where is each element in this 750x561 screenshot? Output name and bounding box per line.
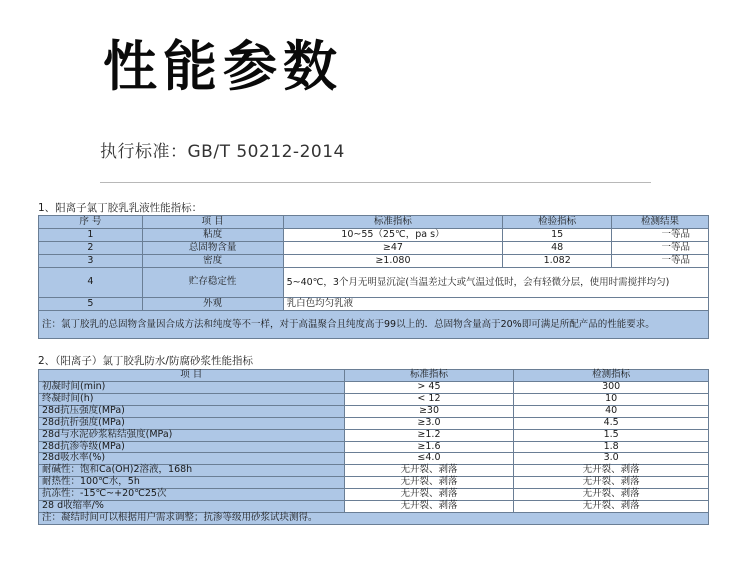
row-result: 一等品 [612,229,709,242]
row-result: 一等品 [612,255,709,268]
table-row [39,393,709,405]
column-header: 序 号 [39,216,143,229]
row-standard: ≥1.080 [283,255,503,268]
row-measured: 4.5 [514,417,709,429]
table-row [39,489,709,501]
table-row [39,255,709,268]
row-standard: 10~55（25℃，pa s） [283,229,503,242]
table-header-row [39,216,709,229]
row-measured: 40 [514,405,709,417]
row-item: 28 d收缩率/% [39,501,345,513]
row-measured: 15 [503,229,612,242]
table-row [39,381,709,393]
row-item: 密度 [142,255,283,268]
row-standard: 乳白色均匀乳液 [283,298,708,311]
row-item: 28d与水泥砂浆粘结强度(MPa) [39,429,345,441]
row-standard: 无开裂、剥落 [344,489,514,501]
row-measured: 1.8 [514,441,709,453]
row-item: 28d抗折强度(MPa) [39,417,345,429]
column-header: 检测指标 [514,370,709,382]
table-header-row [39,370,709,382]
table-note: 注：凝结时间可以根据用户需求调整；抗渗等级用砂浆试块测得。 [39,513,709,525]
table-row [39,268,709,298]
row-item: 初凝时间(min) [39,381,345,393]
row-standard: 无开裂、剥落 [344,501,514,513]
row-standard: 无开裂、剥落 [344,477,514,489]
page-title: 性能参数 [103,35,343,98]
row-measured: 无开裂、剥落 [514,501,709,513]
row-standard: 无开裂、剥落 [344,465,514,477]
table-row [39,501,709,513]
table-row [39,417,709,429]
row-measured: 无开裂、剥落 [514,489,709,501]
row-measured: 300 [514,381,709,393]
column-header: 标准指标 [283,216,503,229]
row-item: 贮存稳定性 [142,268,283,298]
latex-properties-table [38,215,709,339]
row-standard: > 45 [344,381,514,393]
row-standard: ≥30 [344,405,514,417]
row-standard: 5~40℃，3个月无明显沉淀(当温差过大或气温过低时，会有轻微分层，使用时需搅拌均匀) [283,268,708,298]
table-note: 注：氯丁胶乳的总固物含量因合成方法和纯度等不一样，对于高温聚合且纯度高于99以上的．总固物含量高于20%即可满足所配产品的性能要求。 [39,311,709,339]
table-note-row [39,311,709,339]
row-measured: 10 [514,393,709,405]
section2-title: 2、（阳离子）氯丁胶乳防水/防腐砂浆性能指标 [38,355,253,367]
row-number: 2 [39,242,143,255]
table-row [39,465,709,477]
table-row [39,242,709,255]
row-number: 5 [39,298,143,311]
row-standard: ≥3.0 [344,417,514,429]
row-number: 3 [39,255,143,268]
row-item: 耐碱性：饱和Ca(OH)2溶液，168h [39,465,345,477]
row-number: 1 [39,229,143,242]
column-header: 标准指标 [344,370,514,382]
mortar-properties-table [38,369,709,525]
row-item: 28d抗渗等级(MPa) [39,441,345,453]
row-standard: ≥1.2 [344,429,514,441]
row-item: 耐热性：100℃水，5h [39,477,345,489]
row-item: 抗冻性：-15℃~+20℃25次 [39,489,345,501]
row-measured: 48 [503,242,612,255]
row-standard: ≥1.6 [344,441,514,453]
row-measured: 无开裂、剥落 [514,477,709,489]
table-row [39,477,709,489]
table-row [39,298,709,311]
row-number: 4 [39,268,143,298]
row-measured: 3.0 [514,453,709,465]
column-header: 项 目 [39,370,345,382]
row-standard: ≥47 [283,242,503,255]
table-row [39,441,709,453]
row-item: 总固物含量 [142,242,283,255]
row-item: 粘度 [142,229,283,242]
table-row [39,429,709,441]
standard-label: 执行标准：GB/T 50212-2014 [100,142,345,162]
row-item: 终凝时间(h) [39,393,345,405]
table-note-row [39,513,709,525]
row-measured: 无开裂、剥落 [514,465,709,477]
row-item: 外观 [142,298,283,311]
row-item: 28d抗压强度(MPa) [39,405,345,417]
column-header: 项 目 [142,216,283,229]
column-header: 检测结果 [612,216,709,229]
row-result: 一等品 [612,242,709,255]
section1-title: 1、阳离子氯丁胶乳乳液性能指标： [38,202,203,214]
row-measured: 1.5 [514,429,709,441]
table-row [39,405,709,417]
divider [100,182,651,183]
row-item: 28d吸水率(%) [39,453,345,465]
table-row [39,229,709,242]
column-header: 检验指标 [503,216,612,229]
row-standard: ≤4.0 [344,453,514,465]
row-measured: 1.082 [503,255,612,268]
row-standard: < 12 [344,393,514,405]
